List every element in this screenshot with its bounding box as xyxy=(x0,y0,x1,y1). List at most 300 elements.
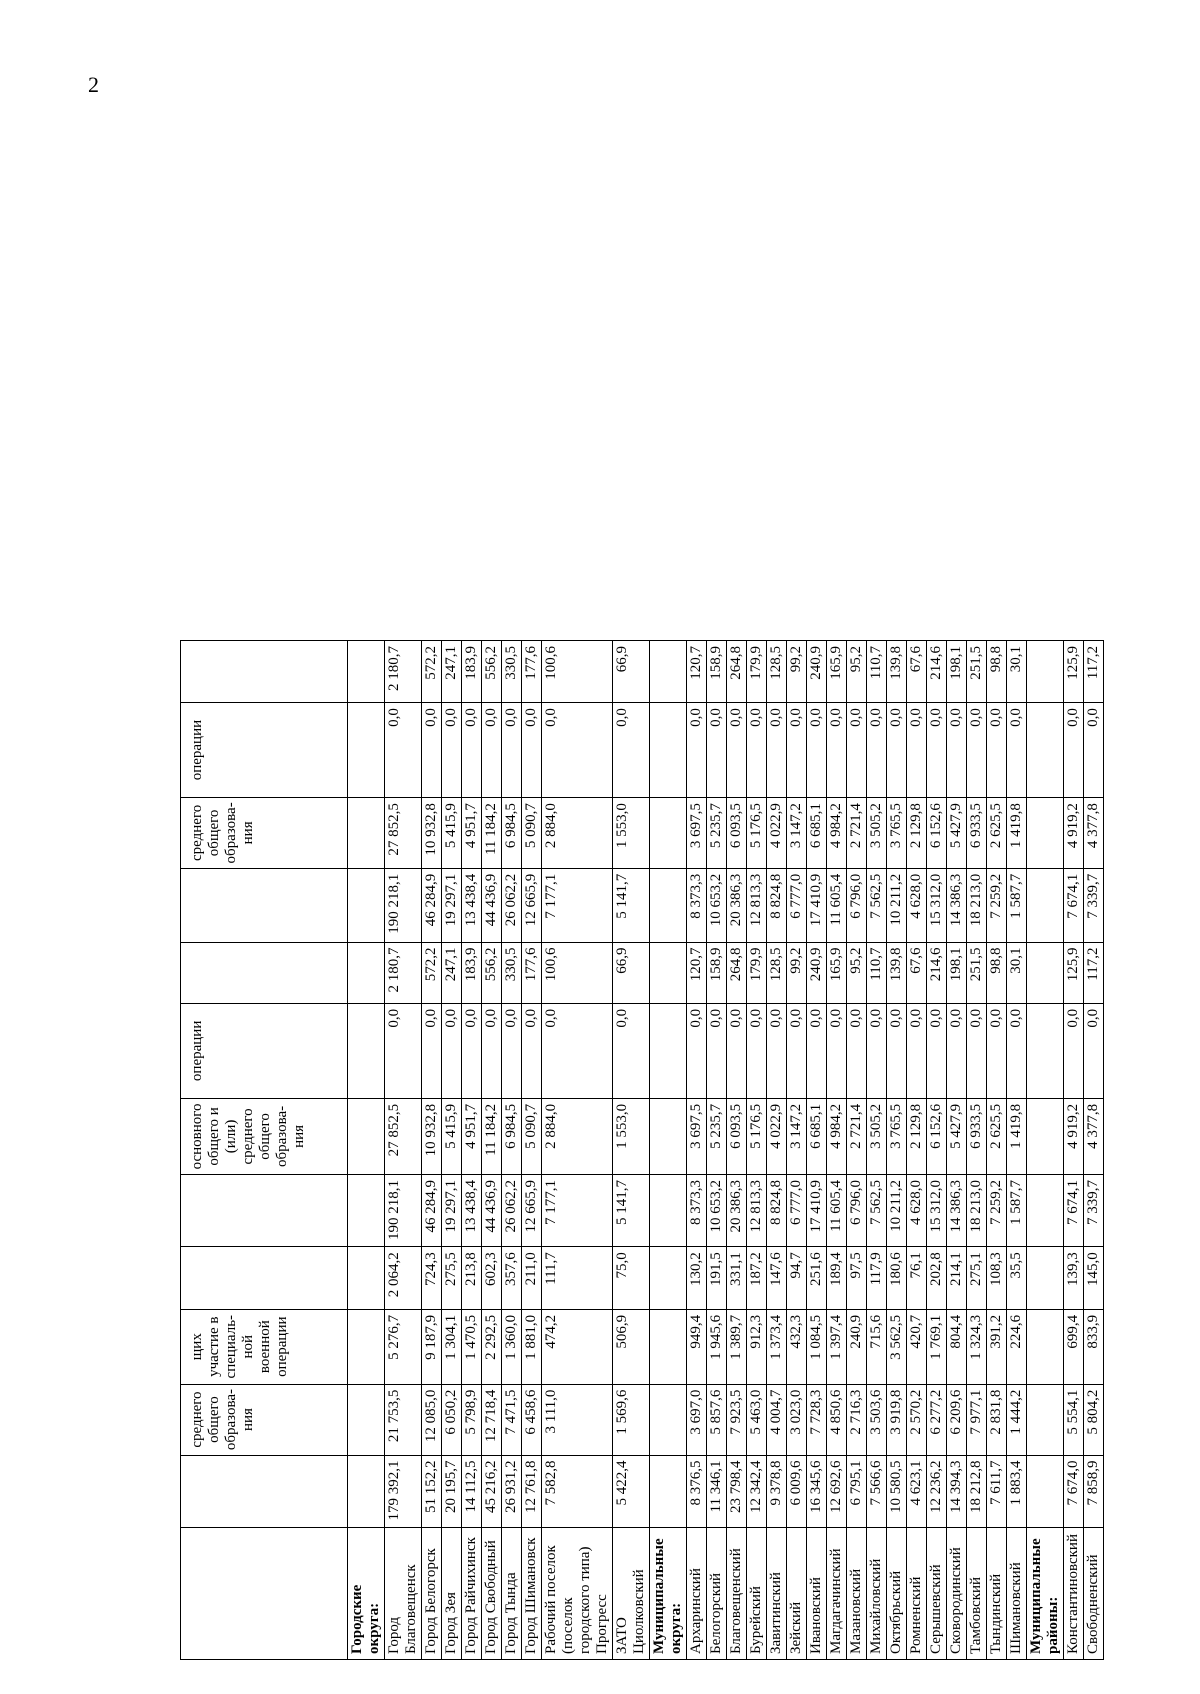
value-cell: 0,0 xyxy=(613,1003,650,1098)
value-cell: 2 831,8 xyxy=(987,1384,1007,1455)
value-cell: 556,2 xyxy=(482,641,502,703)
value-cell: 44 436,9 xyxy=(482,868,502,942)
value-cell: 0,0 xyxy=(967,703,987,798)
value-cell: 0,0 xyxy=(1084,1003,1104,1098)
value-cell: 158,9 xyxy=(707,942,727,1003)
value-cell: 6 933,5 xyxy=(967,798,987,869)
value-cell xyxy=(1027,1098,1064,1174)
value-cell: 699,4 xyxy=(1064,1309,1084,1384)
value-cell: 0,0 xyxy=(1007,1003,1027,1098)
value-cell: 1 084,5 xyxy=(807,1309,827,1384)
value-cell: 15 312,0 xyxy=(927,868,947,942)
value-cell: 5 415,9 xyxy=(442,1098,462,1174)
value-cell: 0,0 xyxy=(422,1003,442,1098)
municipality-name: Белогорский xyxy=(707,1528,727,1660)
value-cell xyxy=(650,1003,687,1098)
budget-table xyxy=(180,640,1104,1660)
value-cell: 183,9 xyxy=(462,942,482,1003)
value-cell xyxy=(348,798,385,869)
value-cell: 2 570,2 xyxy=(907,1384,927,1455)
value-cell: 67,6 xyxy=(907,641,927,703)
value-cell: 139,3 xyxy=(1064,1247,1084,1310)
value-cell: 1 470,5 xyxy=(462,1309,482,1384)
value-cell: 0,0 xyxy=(847,1003,867,1098)
value-cell: 66,9 xyxy=(613,641,650,703)
value-cell: 804,4 xyxy=(947,1309,967,1384)
value-cell xyxy=(1027,641,1064,703)
value-cell: 4 623,1 xyxy=(907,1455,927,1528)
value-cell: 0,0 xyxy=(927,703,947,798)
value-cell: 0,0 xyxy=(613,703,650,798)
value-cell: 214,6 xyxy=(927,942,947,1003)
municipality-name: Рабочий поселок (поселок городского типа) Прогресс xyxy=(542,1528,613,1660)
value-cell: 2 129,8 xyxy=(907,1098,927,1174)
value-cell: 198,1 xyxy=(947,942,967,1003)
value-cell: 0,0 xyxy=(522,1003,542,1098)
value-cell: 117,2 xyxy=(1084,641,1104,703)
value-cell: 11 605,4 xyxy=(827,1174,847,1246)
value-cell: 11 605,4 xyxy=(827,868,847,942)
municipality-name: Город Зея xyxy=(442,1528,462,1660)
value-cell: 179 392,1 xyxy=(385,1455,422,1528)
value-cell xyxy=(650,1309,687,1384)
value-cell: 6 277,2 xyxy=(927,1384,947,1455)
value-cell: 11 184,2 xyxy=(482,1098,502,1174)
value-cell: 3 503,6 xyxy=(867,1384,887,1455)
value-cell: 572,2 xyxy=(422,641,442,703)
value-cell: 4 022,9 xyxy=(767,1098,787,1174)
column-header xyxy=(181,1247,348,1310)
value-cell: 202,8 xyxy=(927,1247,947,1310)
value-cell xyxy=(348,1247,385,1310)
value-cell: 0,0 xyxy=(707,703,727,798)
municipality-name: Город Шимановск xyxy=(522,1528,542,1660)
municipality-name: Ромненский xyxy=(907,1528,927,1660)
value-cell xyxy=(650,1098,687,1174)
value-cell: 264,8 xyxy=(727,942,747,1003)
municipality-name: Октябрьский xyxy=(887,1528,907,1660)
value-cell: 76,1 xyxy=(907,1247,927,1310)
value-cell xyxy=(1027,703,1064,798)
value-cell: 111,7 xyxy=(542,1247,613,1310)
municipality-name: Магдагачинский xyxy=(827,1528,847,1660)
value-cell: 5 176,5 xyxy=(747,798,767,869)
value-cell: 2 721,4 xyxy=(847,798,867,869)
value-cell: 9 187,9 xyxy=(422,1309,442,1384)
value-cell: 18 212,8 xyxy=(967,1455,987,1528)
value-cell: 120,7 xyxy=(687,641,707,703)
value-cell: 6 796,0 xyxy=(847,868,867,942)
value-cell: 8 824,8 xyxy=(767,1174,787,1246)
value-cell: 19 297,1 xyxy=(442,1174,462,1246)
value-cell: 0,0 xyxy=(482,1003,502,1098)
value-cell: 4 004,7 xyxy=(767,1384,787,1455)
value-cell: 331,1 xyxy=(727,1247,747,1310)
value-cell: 4 628,0 xyxy=(907,1174,927,1246)
value-cell xyxy=(348,1098,385,1174)
value-cell: 100,6 xyxy=(542,641,613,703)
value-cell: 12 718,4 xyxy=(482,1384,502,1455)
value-cell: 46 284,9 xyxy=(422,868,442,942)
municipality-name: Михайловский xyxy=(867,1528,887,1660)
value-cell: 13 438,4 xyxy=(462,868,482,942)
value-cell: 7 858,9 xyxy=(1084,1455,1104,1528)
value-cell: 1 883,4 xyxy=(1007,1455,1027,1528)
value-cell: 66,9 xyxy=(613,942,650,1003)
value-cell: 187,2 xyxy=(747,1247,767,1310)
value-cell: 0,0 xyxy=(522,703,542,798)
table-row xyxy=(385,641,422,1660)
value-cell xyxy=(650,798,687,869)
value-cell: 1 419,8 xyxy=(1007,1098,1027,1174)
value-cell: 19 297,1 xyxy=(442,868,462,942)
value-cell: 12 761,8 xyxy=(522,1455,542,1528)
value-cell xyxy=(1027,1003,1064,1098)
value-cell: 3 505,2 xyxy=(867,798,887,869)
value-cell: 0,0 xyxy=(687,703,707,798)
value-cell: 213,8 xyxy=(462,1247,482,1310)
value-cell: 0,0 xyxy=(827,1003,847,1098)
value-cell: 0,0 xyxy=(907,1003,927,1098)
table-row xyxy=(1084,641,1104,1660)
value-cell xyxy=(348,1003,385,1098)
value-cell: 26 062,2 xyxy=(502,1174,522,1246)
value-cell: 0,0 xyxy=(482,703,502,798)
value-cell: 8 376,5 xyxy=(687,1455,707,1528)
column-header xyxy=(181,1174,348,1246)
value-cell: 0,0 xyxy=(847,703,867,798)
value-cell: 3 505,2 xyxy=(867,1098,887,1174)
municipality-name: Шимановский xyxy=(1007,1528,1027,1660)
value-cell: 128,5 xyxy=(767,641,787,703)
table-row xyxy=(707,641,727,1660)
value-cell: 0,0 xyxy=(867,1003,887,1098)
table-row xyxy=(747,641,767,1660)
municipality-name: ЗАТО Циолковский xyxy=(613,1528,650,1660)
value-cell: 46 284,9 xyxy=(422,1174,442,1246)
value-cell: 1 945,6 xyxy=(707,1309,727,1384)
table-row xyxy=(807,641,827,1660)
value-cell: 0,0 xyxy=(987,1003,1007,1098)
value-cell: 7 259,2 xyxy=(987,868,1007,942)
value-cell: 7 339,7 xyxy=(1084,1174,1104,1246)
value-cell: 128,5 xyxy=(767,942,787,1003)
value-cell: 198,1 xyxy=(947,641,967,703)
value-cell: 2 884,0 xyxy=(542,798,613,869)
value-cell: 189,4 xyxy=(827,1247,847,1310)
value-cell: 4 919,2 xyxy=(1064,798,1084,869)
value-cell: 4 628,0 xyxy=(907,868,927,942)
column-header xyxy=(181,942,348,1003)
value-cell: 5 235,7 xyxy=(707,798,727,869)
value-cell xyxy=(650,641,687,703)
value-cell: 211,0 xyxy=(522,1247,542,1310)
value-cell: 1 553,0 xyxy=(613,798,650,869)
value-cell: 10 211,2 xyxy=(887,1174,907,1246)
value-cell: 8 373,3 xyxy=(687,868,707,942)
group-heading-row xyxy=(348,641,385,1660)
value-cell: 165,9 xyxy=(827,942,847,1003)
value-cell: 240,9 xyxy=(847,1309,867,1384)
value-cell: 4 951,7 xyxy=(462,1098,482,1174)
value-cell: 30,1 xyxy=(1007,942,1027,1003)
value-cell: 0,0 xyxy=(727,1003,747,1098)
value-cell: 190 218,1 xyxy=(385,1174,422,1246)
value-cell: 0,0 xyxy=(827,703,847,798)
value-cell xyxy=(1027,868,1064,942)
value-cell: 833,9 xyxy=(1084,1309,1104,1384)
value-cell: 125,9 xyxy=(1064,641,1084,703)
value-cell: 177,6 xyxy=(522,942,542,1003)
value-cell: 330,5 xyxy=(502,641,522,703)
value-cell xyxy=(650,1174,687,1246)
value-cell: 724,3 xyxy=(422,1247,442,1310)
value-cell: 0,0 xyxy=(947,703,967,798)
value-cell: 556,2 xyxy=(482,942,502,1003)
value-cell: 5 090,7 xyxy=(522,1098,542,1174)
value-cell: 4 022,9 xyxy=(767,798,787,869)
value-cell: 7 582,8 xyxy=(542,1455,613,1528)
value-cell: 6 984,5 xyxy=(502,798,522,869)
value-cell: 1 881,0 xyxy=(522,1309,542,1384)
value-cell: 20 386,3 xyxy=(727,1174,747,1246)
table-row xyxy=(727,641,747,1660)
value-cell: 247,1 xyxy=(442,641,462,703)
value-cell: 912,3 xyxy=(747,1309,767,1384)
value-cell: 2 625,5 xyxy=(987,1098,1007,1174)
value-cell: 6 796,0 xyxy=(847,1174,867,1246)
value-cell xyxy=(348,703,385,798)
value-cell: 7 977,1 xyxy=(967,1384,987,1455)
column-header: операции xyxy=(181,1003,348,1098)
value-cell: 5 235,7 xyxy=(707,1098,727,1174)
group-heading: Муниципальные округа: xyxy=(650,1528,687,1660)
value-cell: 7 611,7 xyxy=(987,1455,1007,1528)
value-cell: 4 919,2 xyxy=(1064,1098,1084,1174)
column-header xyxy=(181,868,348,942)
value-cell: 99,2 xyxy=(787,641,807,703)
value-cell: 11 184,2 xyxy=(482,798,502,869)
value-cell: 0,0 xyxy=(1007,703,1027,798)
value-cell: 2 716,3 xyxy=(847,1384,867,1455)
value-cell: 0,0 xyxy=(927,1003,947,1098)
value-cell: 177,6 xyxy=(522,641,542,703)
value-cell: 15 312,0 xyxy=(927,1174,947,1246)
municipality-name: Зейский xyxy=(787,1528,807,1660)
value-cell: 2 064,2 xyxy=(385,1247,422,1310)
value-cell: 12 665,9 xyxy=(522,868,542,942)
column-header xyxy=(181,1455,348,1528)
group-heading: Городские округа: xyxy=(348,1528,385,1660)
value-cell: 179,9 xyxy=(747,641,767,703)
value-cell: 1 373,4 xyxy=(767,1309,787,1384)
value-cell: 14 112,5 xyxy=(462,1455,482,1528)
municipality-name: Архаринский xyxy=(687,1528,707,1660)
table-header-row xyxy=(181,641,348,1660)
value-cell: 6 152,6 xyxy=(927,1098,947,1174)
value-cell: 3 147,2 xyxy=(787,798,807,869)
value-cell: 10 653,2 xyxy=(707,1174,727,1246)
value-cell: 474,2 xyxy=(542,1309,613,1384)
value-cell: 130,2 xyxy=(687,1247,707,1310)
value-cell xyxy=(348,1309,385,1384)
value-cell: 6 050,2 xyxy=(442,1384,462,1455)
column-header: среднего общего образова-ния xyxy=(181,1384,348,1455)
value-cell: 97,5 xyxy=(847,1247,867,1310)
value-cell: 5 804,2 xyxy=(1084,1384,1104,1455)
municipality-name: Свободненский xyxy=(1084,1528,1104,1660)
value-cell: 432,3 xyxy=(787,1309,807,1384)
value-cell: 14 386,3 xyxy=(947,868,967,942)
value-cell: 4 377,8 xyxy=(1084,1098,1104,1174)
value-cell xyxy=(348,1384,385,1455)
value-cell: 110,7 xyxy=(867,641,887,703)
value-cell: 17 410,9 xyxy=(807,1174,827,1246)
value-cell: 0,0 xyxy=(887,1003,907,1098)
table-row xyxy=(827,641,847,1660)
value-cell: 0,0 xyxy=(947,1003,967,1098)
value-cell: 0,0 xyxy=(542,703,613,798)
value-cell: 5 141,7 xyxy=(613,1174,650,1246)
value-cell: 12 085,0 xyxy=(422,1384,442,1455)
value-cell: 0,0 xyxy=(542,1003,613,1098)
value-cell: 0,0 xyxy=(1084,703,1104,798)
value-cell xyxy=(1027,798,1064,869)
value-cell: 1 553,0 xyxy=(613,1098,650,1174)
value-cell: 391,2 xyxy=(987,1309,1007,1384)
value-cell: 0,0 xyxy=(462,703,482,798)
value-cell: 6 984,5 xyxy=(502,1098,522,1174)
value-cell: 1 324,3 xyxy=(967,1309,987,1384)
municipality-name: Благовещенский xyxy=(727,1528,747,1660)
value-cell: 12 813,3 xyxy=(747,1174,767,1246)
value-cell: 2 884,0 xyxy=(542,1098,613,1174)
value-cell: 4 984,2 xyxy=(827,1098,847,1174)
municipality-name: Город Благовещенск xyxy=(385,1528,422,1660)
municipality-name: Серышевский xyxy=(927,1528,947,1660)
municipality-name: Сковородинский xyxy=(947,1528,967,1660)
value-cell: 1 587,7 xyxy=(1007,1174,1027,1246)
value-cell: 251,5 xyxy=(967,641,987,703)
value-cell: 214,6 xyxy=(927,641,947,703)
table-row xyxy=(907,641,927,1660)
table-row xyxy=(462,641,482,1660)
value-cell: 0,0 xyxy=(967,1003,987,1098)
value-cell: 715,6 xyxy=(867,1309,887,1384)
value-cell: 0,0 xyxy=(502,1003,522,1098)
value-cell xyxy=(1027,942,1064,1003)
table-row xyxy=(613,641,650,1660)
value-cell: 0,0 xyxy=(462,1003,482,1098)
value-cell: 26 062,2 xyxy=(502,868,522,942)
value-cell: 4 377,8 xyxy=(1084,798,1104,869)
value-cell: 3 697,5 xyxy=(687,1098,707,1174)
value-cell: 20 195,7 xyxy=(442,1455,462,1528)
value-cell xyxy=(348,1174,385,1246)
value-cell: 12 665,9 xyxy=(522,1174,542,1246)
value-cell: 0,0 xyxy=(1064,703,1084,798)
value-cell: 0,0 xyxy=(442,1003,462,1098)
value-cell: 1 444,2 xyxy=(1007,1384,1027,1455)
value-cell: 8 373,3 xyxy=(687,1174,707,1246)
value-cell: 12 813,3 xyxy=(747,868,767,942)
value-cell: 240,9 xyxy=(807,942,827,1003)
table-row xyxy=(787,641,807,1660)
value-cell: 6 685,1 xyxy=(807,1098,827,1174)
municipality-name: Завитинский xyxy=(767,1528,787,1660)
table-row xyxy=(542,641,613,1660)
value-cell: 5 857,6 xyxy=(707,1384,727,1455)
value-cell: 420,7 xyxy=(907,1309,927,1384)
value-cell: 1 419,8 xyxy=(1007,798,1027,869)
value-cell: 7 259,2 xyxy=(987,1174,1007,1246)
table-row xyxy=(687,641,707,1660)
value-cell: 45 216,2 xyxy=(482,1455,502,1528)
value-cell xyxy=(1027,1455,1064,1528)
value-cell: 1 769,1 xyxy=(927,1309,947,1384)
value-cell: 26 931,2 xyxy=(502,1455,522,1528)
value-cell: 21 753,5 xyxy=(385,1384,422,1455)
value-cell: 10 653,2 xyxy=(707,868,727,942)
value-cell: 158,9 xyxy=(707,641,727,703)
value-cell: 2 180,7 xyxy=(385,942,422,1003)
value-cell: 23 798,4 xyxy=(727,1455,747,1528)
value-cell: 10 211,2 xyxy=(887,868,907,942)
value-cell: 17 410,9 xyxy=(807,868,827,942)
column-header xyxy=(181,1528,348,1660)
value-cell: 6 093,5 xyxy=(727,798,747,869)
value-cell: 183,9 xyxy=(462,641,482,703)
value-cell: 5 554,1 xyxy=(1064,1384,1084,1455)
value-cell: 75,0 xyxy=(613,1247,650,1310)
value-cell: 5 176,5 xyxy=(747,1098,767,1174)
value-cell xyxy=(650,1384,687,1455)
value-cell: 3 023,0 xyxy=(787,1384,807,1455)
value-cell: 0,0 xyxy=(807,703,827,798)
value-cell: 108,3 xyxy=(987,1247,1007,1310)
value-cell: 14 394,3 xyxy=(947,1455,967,1528)
value-cell: 18 213,0 xyxy=(967,868,987,942)
value-cell: 179,9 xyxy=(747,942,767,1003)
table-row xyxy=(867,641,887,1660)
value-cell: 7 562,5 xyxy=(867,868,887,942)
value-cell: 11 346,1 xyxy=(707,1455,727,1528)
value-cell: 1 360,0 xyxy=(502,1309,522,1384)
value-cell: 506,9 xyxy=(613,1309,650,1384)
value-cell: 1 397,4 xyxy=(827,1309,847,1384)
value-cell: 12 342,4 xyxy=(747,1455,767,1528)
value-cell: 240,9 xyxy=(807,641,827,703)
value-cell: 2 129,8 xyxy=(907,798,927,869)
value-cell: 95,2 xyxy=(847,641,867,703)
value-cell: 12 692,6 xyxy=(827,1455,847,1528)
value-cell: 264,8 xyxy=(727,641,747,703)
value-cell: 224,6 xyxy=(1007,1309,1027,1384)
value-cell: 98,8 xyxy=(987,942,1007,1003)
value-cell: 275,1 xyxy=(967,1247,987,1310)
value-cell: 251,6 xyxy=(807,1247,827,1310)
value-cell: 30,1 xyxy=(1007,641,1027,703)
value-cell: 2 180,7 xyxy=(385,641,422,703)
value-cell: 7 562,5 xyxy=(867,1174,887,1246)
value-cell: 3 147,2 xyxy=(787,1098,807,1174)
value-cell: 9 378,8 xyxy=(767,1455,787,1528)
value-cell: 190 218,1 xyxy=(385,868,422,942)
value-cell: 0,0 xyxy=(867,703,887,798)
table-row xyxy=(767,641,787,1660)
value-cell: 0,0 xyxy=(807,1003,827,1098)
value-cell: 0,0 xyxy=(887,703,907,798)
